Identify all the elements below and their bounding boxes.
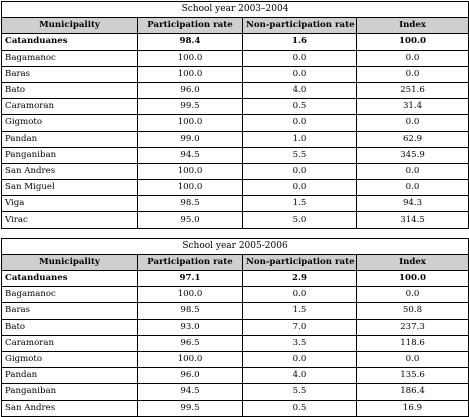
header-municipality: Municipality [2,18,138,34]
table-row [2,271,469,287]
index-cell: 100.0 [357,271,469,287]
participation-rate-cell: 100.0 [138,50,243,66]
index-cell: 94.3 [357,196,469,212]
index-cell: 237.3 [357,319,469,335]
document-page [0,1,469,413]
index-cell: 50.8 [357,303,469,319]
participation-rate-cell: 100.0 [138,115,243,131]
participation-rate-cell: 94.5 [138,384,243,400]
municipality-cell: Baras [2,66,138,82]
table-row [2,163,469,179]
municipality-cell: Caramoran [2,335,138,351]
non-participation-rate-cell: 2.9 [243,271,357,287]
index-cell: 31.4 [357,99,469,115]
index-cell: 314.5 [357,212,469,228]
table-row [2,99,469,115]
table-spacer [0,229,469,238]
non-participation-rate-cell: 0.0 [243,66,357,82]
participation-rate-cell: 100.0 [138,351,243,367]
participation-rate-cell: 100.0 [138,163,243,179]
non-participation-rate-cell: 0.0 [243,287,357,303]
participation-rate-cell: 98.4 [138,34,243,50]
municipality-cell: Viga [2,196,138,212]
index-cell: 0.0 [357,287,469,303]
non-participation-rate-cell: 1.5 [243,196,357,212]
municipality-cell: Bagamanoc [2,50,138,66]
municipality-cell: Catanduanes [2,271,138,287]
table-title: School year 2005-2006 [2,238,469,254]
municipality-cell: Virac [2,212,138,228]
non-participation-rate-cell: 0.0 [243,180,357,196]
non-participation-rate-cell: 0.0 [243,163,357,179]
header-non-participation-rate: Non-participation rate [243,254,357,270]
table-row [2,66,469,82]
index-cell: 0.0 [357,351,469,367]
non-participation-rate-cell: 3.5 [243,335,357,351]
index-cell: 100.0 [357,34,469,50]
table-row [2,180,469,196]
index-cell: 0.0 [357,163,469,179]
participation-rate-cell: 98.5 [138,303,243,319]
header-municipality: Municipality [2,254,138,270]
index-cell: 186.4 [357,384,469,400]
participation-rate-cell: 95.0 [138,212,243,228]
table-row [2,212,469,228]
municipality-cell: Caramoran [2,99,138,115]
table-2003-2004 [1,1,469,229]
participation-rate-cell: 97.1 [138,271,243,287]
table-row [2,384,469,400]
index-cell: 135.6 [357,368,469,384]
table-row [2,115,469,131]
municipality-cell: Pandan [2,368,138,384]
non-participation-rate-cell: 7.0 [243,319,357,335]
non-participation-rate-cell: 1.0 [243,131,357,147]
index-cell: 62.9 [357,131,469,147]
table-row [2,368,469,384]
participation-rate-cell: 99.0 [138,131,243,147]
table-row [2,319,469,335]
participation-rate-cell: 100.0 [138,180,243,196]
table-row [2,147,469,163]
table-row [2,196,469,212]
municipality-cell: Gigmoto [2,351,138,367]
municipality-cell: Catanduanes [2,34,138,50]
table-row [2,335,469,351]
municipality-cell: Bagamanoc [2,287,138,303]
municipality-cell: San Miguel [2,180,138,196]
non-participation-rate-cell: 5.5 [243,147,357,163]
participation-rate-cell: 96.0 [138,368,243,384]
municipality-cell: Pandan [2,131,138,147]
table-row [2,82,469,98]
participation-rate-cell: 100.0 [138,287,243,303]
participation-rate-cell: 96.0 [138,82,243,98]
non-participation-rate-cell: 4.0 [243,82,357,98]
table-2005-2006 [1,238,469,417]
table-row [2,34,469,50]
municipality-cell: Bato [2,82,138,98]
participation-rate-cell: 99.5 [138,400,243,416]
index-cell: 16.9 [357,400,469,416]
non-participation-rate-cell: 1.5 [243,303,357,319]
non-participation-rate-cell: 0.0 [243,50,357,66]
table-row [2,50,469,66]
table-row [2,131,469,147]
non-participation-rate-cell: 0.5 [243,99,357,115]
non-participation-rate-cell: 5.0 [243,212,357,228]
participation-rate-cell: 98.5 [138,196,243,212]
header-index: Index [357,254,469,270]
municipality-cell: San Andres [2,400,138,416]
non-participation-rate-cell: 0.0 [243,351,357,367]
table-row [2,400,469,416]
non-participation-rate-cell: 0.0 [243,115,357,131]
index-cell: 0.0 [357,50,469,66]
index-cell: 0.0 [357,66,469,82]
index-cell: 345.9 [357,147,469,163]
non-participation-rate-cell: 0.5 [243,400,357,416]
municipality-cell: Bato [2,319,138,335]
non-participation-rate-cell: 1.6 [243,34,357,50]
index-cell: 0.0 [357,180,469,196]
header-participation-rate: Participation rate [138,254,243,270]
municipality-cell: San Andres [2,163,138,179]
table-row [2,303,469,319]
table-row [2,351,469,367]
participation-rate-cell: 100.0 [138,66,243,82]
participation-rate-cell: 94.5 [138,147,243,163]
non-participation-rate-cell: 4.0 [243,368,357,384]
header-non-participation-rate: Non-participation rate [243,18,357,34]
participation-rate-cell: 99.5 [138,99,243,115]
table-title: School year 2003–2004 [2,2,469,18]
header-participation-rate: Participation rate [138,18,243,34]
non-participation-rate-cell: 5.5 [243,384,357,400]
table-row [2,287,469,303]
municipality-cell: Panganiban [2,384,138,400]
header-index: Index [357,18,469,34]
municipality-cell: Baras [2,303,138,319]
index-cell: 0.0 [357,115,469,131]
index-cell: 118.6 [357,335,469,351]
participation-rate-cell: 96.5 [138,335,243,351]
participation-rate-cell: 93.0 [138,319,243,335]
index-cell: 251.6 [357,82,469,98]
municipality-cell: Panganiban [2,147,138,163]
municipality-cell: Gigmoto [2,115,138,131]
